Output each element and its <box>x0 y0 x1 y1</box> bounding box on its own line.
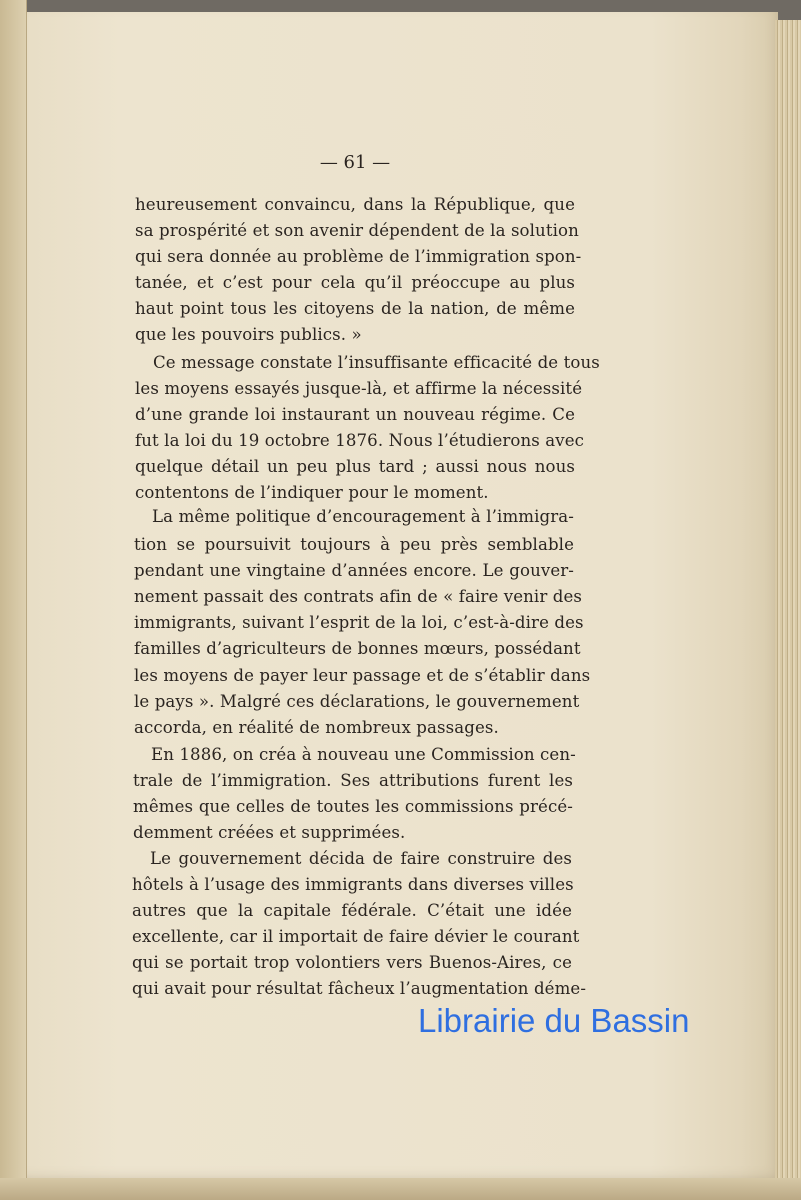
text-line: qui se portait trop volontiers vers Buenos-Aires, ce <box>132 953 572 972</box>
text-line: les moyens essayés jusque-là, et affirme la nécessité <box>135 379 583 398</box>
left-page-edge <box>0 0 27 1200</box>
text-line: qui sera donnée au problème de l’immigration spon- <box>135 247 582 266</box>
text-line: pendant une vingtaine d’années encore. Le gouver- <box>134 561 574 580</box>
text-line: tion se poursuivit toujours à peu près semblable <box>134 535 574 554</box>
text-line: Le gouvernement décida de faire construire des <box>150 849 572 868</box>
watermark: Librairie du Bassin <box>418 1002 690 1039</box>
text-line: demment créées et supprimées. <box>133 823 406 842</box>
text-line: heureusement convaincu, dans la République, que <box>135 195 575 214</box>
text-line: hôtels à l’usage des immigrants dans diverses villes <box>132 875 574 894</box>
text-line: trale de l’immigration. Ses attributions furent les <box>133 771 573 790</box>
text-line: d’une grande loi instaurant un nouveau régime. Ce <box>135 405 575 424</box>
text-line: haut point tous les citoyens de la nation, de même <box>135 299 575 318</box>
page-stack-edge <box>775 20 801 1180</box>
text-line: sa prospérité et son avenir dépendent de la solution <box>135 221 579 240</box>
text-line: accorda, en réalité de nombreux passages. <box>134 718 499 737</box>
text-line: tanée, et c’est pour cela qu’il préoccupe au plus <box>135 273 575 292</box>
text-line: autres que la capitale fédérale. C’était une idée <box>132 901 572 920</box>
text-line: fut la loi du 19 octobre 1876. Nous l’étudierons avec <box>135 431 585 450</box>
bottom-page-edge <box>0 1178 801 1200</box>
text-line: immigrants, suivant l’esprit de la loi, c’est-à-dire des <box>134 613 584 632</box>
text-line: excellente, car il importait de faire dévier le courant <box>132 927 580 946</box>
text-line: contentons de l’indiquer pour le moment. <box>135 483 489 502</box>
text-line: mêmes que celles de toutes les commissions précé- <box>133 797 573 816</box>
text-line: La même politique d’encouragement à l’immigra- <box>152 507 574 526</box>
text-line: Ce message constate l’insuffisante efficacité de tous <box>153 353 600 372</box>
text-line: les moyens de payer leur passage et de s’établir dans <box>134 666 591 685</box>
text-line: nement passait des contrats afin de « faire venir des <box>134 587 583 606</box>
text-line: quelque détail un peu plus tard ; aussi nous nous <box>135 457 575 476</box>
text-line: que les pouvoirs publics. » <box>135 325 362 344</box>
text-line: En 1886, on créa à nouveau une Commission cen- <box>151 745 576 764</box>
text-line: le pays ». Malgré ces déclarations, le gouvernement <box>134 692 580 711</box>
text-line: qui avait pour résultat fâcheux l’augmentation déme- <box>132 979 587 998</box>
text-line: familles d’agriculteurs de bonnes mœurs, possédant <box>134 639 581 658</box>
page-number: — 61 — <box>319 152 391 173</box>
